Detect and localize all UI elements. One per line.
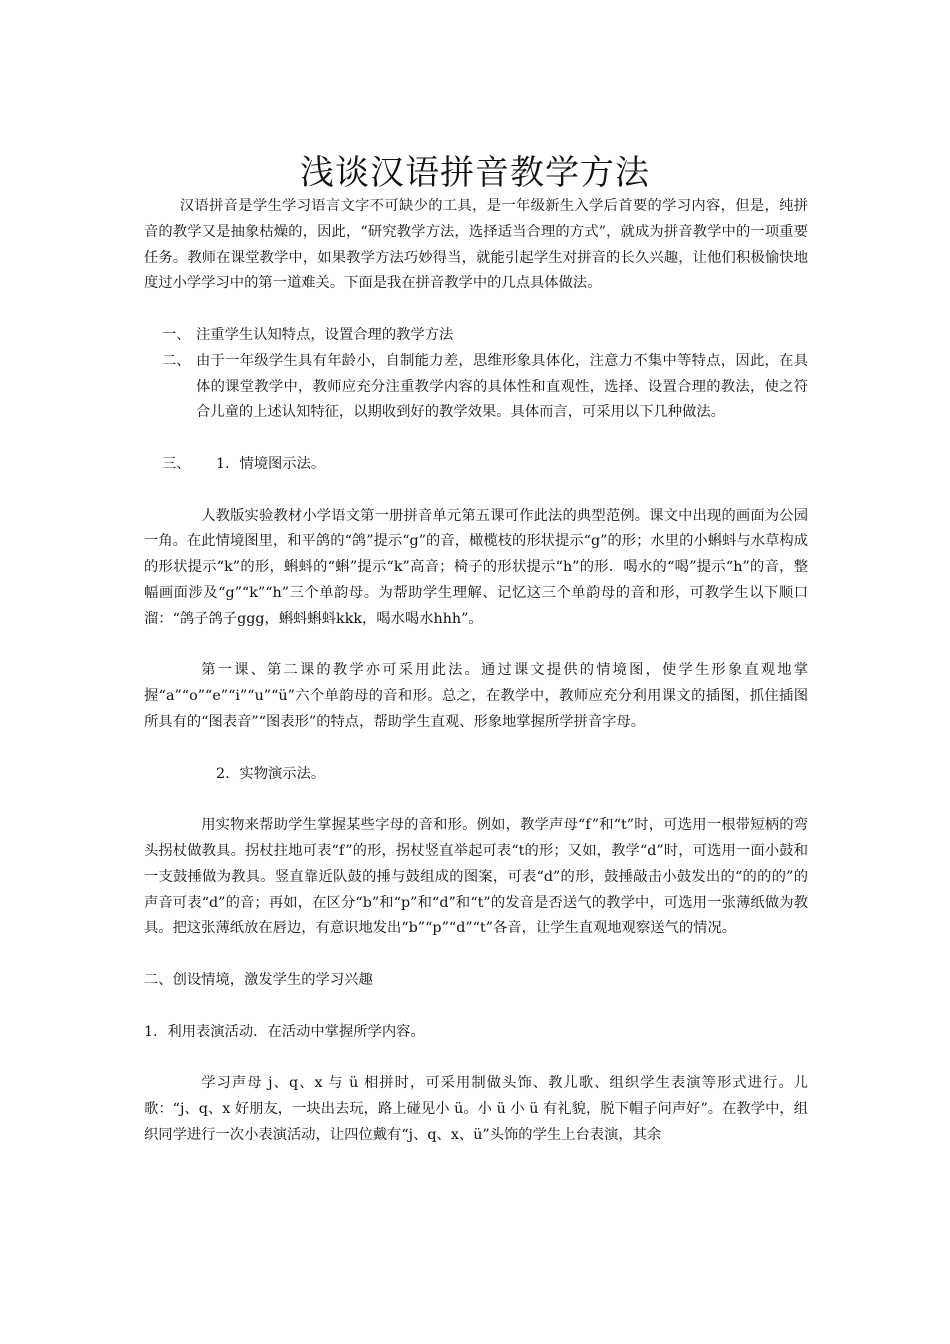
- spacer: [144, 942, 808, 968]
- page-title: 浅谈汉语拼音教学方法: [300, 152, 650, 193]
- spacer: [144, 994, 808, 1020]
- spacer: [144, 787, 808, 813]
- section-heading-2: 二、创设情境，激发学生的学习兴趣: [144, 971, 373, 988]
- spacer: [144, 633, 808, 659]
- list-number: 一、: [162, 326, 191, 343]
- situation-paragraph-1: 人教版实验教材小学语文第一册拼音单元第五课可作此法的典型范例。课文中出现的画面为公园一角。在此情境图里，和平鸽的“鸽”提示“g”的音，橄榄枝的形状提示“g”的形；水里的小蝌蚪与水草构成的形状提示“k”的形，蝌蚪的“蝌”提示“k”高音；椅子的形状提示“h”的形．喝水的“喝”提示“h”的音，整幅画面涉及“g”“k”“h”三个单韵母。为帮助学生理解、记忆这三个单韵母的音和形，可教学生以下顺口溜：“鸽子鸽子ggg，蝌蚪蝌蚪kkk，喝水喝水hhh”。: [144, 507, 808, 627]
- list-item-1: [144, 323, 808, 349]
- list-number: 二、: [162, 352, 191, 369]
- activity-paragraph: 学习声母 j、q、x 与 ü 相拼时，可采用制做头饰、教儿歌、组织学生表演等形式进行。儿歌：“j、q、x 好朋友，一块出去玩，路上碰见小 ü。小 ü 小 ü 有礼貌，脱下帽子问声好”。在教学中，组织同学进行一次小表演活动，让四位戴有“j、q、x、ü”头饰的学生上台表演，其余: [144, 1075, 808, 1143]
- list-text: 由于一年级学生具有年龄小，自制能力差，思维形象具体化，注意力不集中等特点，因此，在具体的课堂教学中，教师应充分注重教学内容的具体性和直观性，选择、设置合理的教法，使之符合儿童的上述认知特征，以期收到好的教学效果。具体而言，可采用以下几种做法。: [196, 352, 808, 421]
- list-text: 注重学生认知特点，设置合理的教学方法: [196, 326, 454, 343]
- intro-paragraph: 汉语拼音是学生学习语言文字不可缺少的工具，是一年级新生入学后首要的学习内容，但是，纯拼音的教学又是抽象枯燥的，因此，“研究教学方法，选择适当合理的方式”，就成为拼音教学中的一项重要任务。教师在课堂教学中，如果教学方法巧妙得当，就能引起学生对拼音的长久兴趣，让他们积极愉快地度过小学学习中的第一道难关。下面是我在拼音教学中的几点具体做法。: [144, 198, 808, 292]
- object-paragraph: 用实物来帮助学生掌握某些字母的音和形。例如，教学声母“f”和“t”时，可选用一根带短柄的弯头拐杖做教具。拐杖拄地可表“f”的形，拐杖竖直举起可表“t的形；又如，教学“d”时，可选用一面小鼓和一支鼓捶做为教具。竖直靠近队鼓的捶与鼓组成的图案，可表“d”的形，鼓捶敲击小鼓发出的“的的的”的声音可表“d”的音；再如，在区分“b”和“p”和“d”和“t”的发音是否送气的教学中，可选用一张薄纸做为教具。把这张薄纸放在唇边，有意识地发出“b”“p”“d”“t”各音，让学生直观地观察送气的情况。: [144, 817, 808, 937]
- spacer: [144, 478, 808, 504]
- activity-heading: 1．利用表演活动．在活动中掌握所学内容。: [144, 1023, 425, 1040]
- list-number: 三、: [162, 455, 191, 472]
- situation-paragraph-2: 第一课、第二课的教学亦可采用此法。通过课文提供的情境图，使学生形象直观地掌握“a”“o”“e”“i”“u”“ü”六个单韵母的音和形。总之，在教学中，教师应充分利用课文的插图，抓住插图所具有的“图表音”“图表形”的特点，帮助学生直观、形象地掌握所学拼音字母。: [144, 662, 808, 730]
- spacer: [144, 426, 808, 452]
- spacer: [144, 297, 808, 323]
- list-item-2: [144, 349, 808, 426]
- spacer: [144, 1045, 808, 1071]
- document-body: [144, 194, 808, 1148]
- list-text: 1．情境图示法。: [216, 455, 326, 472]
- sub-heading-object-demo: 2．实物演示法。: [216, 765, 326, 782]
- spacer: [144, 736, 808, 762]
- list-item-3: [144, 452, 808, 478]
